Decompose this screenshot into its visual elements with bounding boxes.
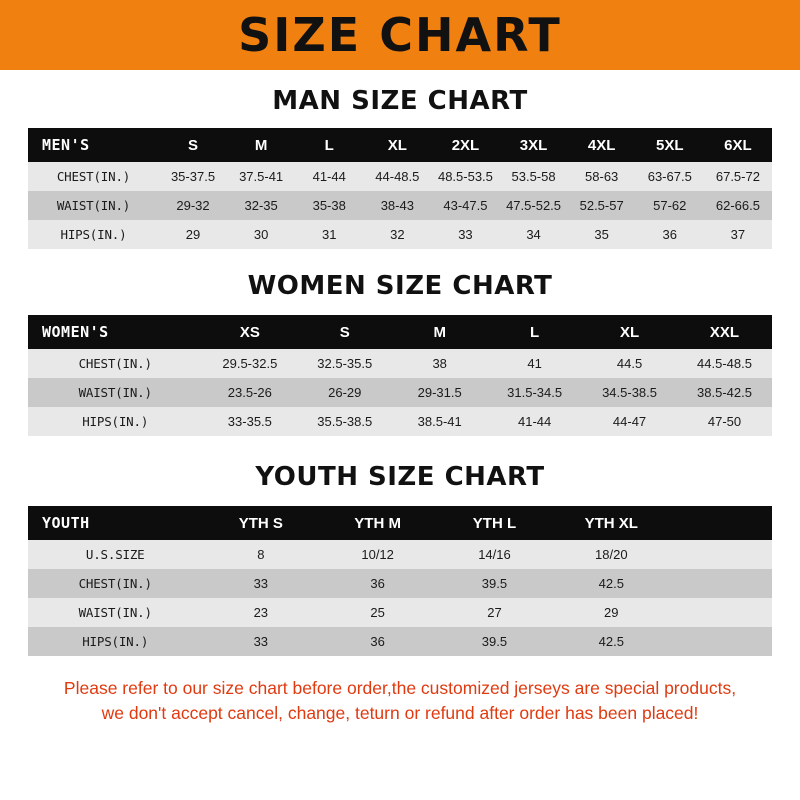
table-row xyxy=(28,349,772,378)
col-head-5 xyxy=(670,506,772,540)
cell: 52.5-57 xyxy=(568,191,636,220)
col-head-0: YOUTH xyxy=(28,506,202,540)
cell: 44-48.5 xyxy=(363,162,431,191)
cell: 39.5 xyxy=(436,627,553,656)
table-row xyxy=(28,191,772,220)
cell: 34.5-38.5 xyxy=(582,378,677,407)
cell: 39.5 xyxy=(436,569,553,598)
table-header-row xyxy=(28,315,772,349)
col-head-7: 4XL xyxy=(568,128,636,162)
col-head-1: S xyxy=(159,128,227,162)
row-label: WAIST(IN.) xyxy=(28,598,202,627)
table-row xyxy=(28,627,772,656)
cell: 35-38 xyxy=(295,191,363,220)
cell: 10/12 xyxy=(319,540,436,569)
col-head-9: 6XL xyxy=(704,128,772,162)
cell: 67.5-72 xyxy=(704,162,772,191)
col-head-6: 3XL xyxy=(500,128,568,162)
row-label: WAIST(IN.) xyxy=(28,378,202,407)
women-table-body xyxy=(28,349,772,436)
cell: 63-67.5 xyxy=(636,162,704,191)
cell: 38-43 xyxy=(363,191,431,220)
cell xyxy=(670,540,772,569)
table-row xyxy=(28,598,772,627)
col-head-2: M xyxy=(227,128,295,162)
cell: 29 xyxy=(553,598,670,627)
cell: 25 xyxy=(319,598,436,627)
cell: 29-31.5 xyxy=(392,378,487,407)
row-label: HIPS(IN.) xyxy=(28,407,202,436)
cell: 32 xyxy=(363,220,431,249)
cell: 41-44 xyxy=(487,407,582,436)
row-label: U.S.SIZE xyxy=(28,540,202,569)
table-row xyxy=(28,407,772,436)
cell: 44.5-48.5 xyxy=(677,349,772,378)
cell: 23.5-26 xyxy=(202,378,297,407)
col-head-1: YTH S xyxy=(202,506,319,540)
col-head-0: MEN'S xyxy=(28,128,159,162)
row-label: CHEST(IN.) xyxy=(28,569,202,598)
table-row xyxy=(28,569,772,598)
women-section-title: WOMEN SIZE CHART xyxy=(247,271,553,301)
cell: 33-35.5 xyxy=(202,407,297,436)
cell: 31 xyxy=(295,220,363,249)
cell: 37.5-41 xyxy=(227,162,295,191)
cell: 47.5-52.5 xyxy=(500,191,568,220)
row-label: CHEST(IN.) xyxy=(28,162,159,191)
table-row xyxy=(28,220,772,249)
youth-table-header xyxy=(28,506,772,540)
col-head-4: XL xyxy=(363,128,431,162)
cell: 57-62 xyxy=(636,191,704,220)
col-head-1: XS xyxy=(202,315,297,349)
col-head-3: L xyxy=(295,128,363,162)
cell: 53.5-58 xyxy=(500,162,568,191)
cell: 32-35 xyxy=(227,191,295,220)
table-header-row xyxy=(28,128,772,162)
cell: 48.5-53.5 xyxy=(431,162,499,191)
cell xyxy=(670,627,772,656)
youth-size-table xyxy=(28,506,772,656)
chart-content xyxy=(0,86,800,727)
cell: 37 xyxy=(704,220,772,249)
cell: 47-50 xyxy=(677,407,772,436)
col-head-6: XXL xyxy=(677,315,772,349)
cell: 43-47.5 xyxy=(431,191,499,220)
col-head-2: S xyxy=(297,315,392,349)
youth-section-title: YOUTH SIZE CHART xyxy=(255,462,545,492)
cell: 34 xyxy=(500,220,568,249)
col-head-2: YTH M xyxy=(319,506,436,540)
cell: 14/16 xyxy=(436,540,553,569)
table-row xyxy=(28,378,772,407)
table-row xyxy=(28,162,772,191)
cell: 38.5-41 xyxy=(392,407,487,436)
cell xyxy=(670,598,772,627)
cell: 33 xyxy=(202,569,319,598)
man-table-header xyxy=(28,128,772,162)
cell: 36 xyxy=(319,627,436,656)
cell: 41 xyxy=(487,349,582,378)
cell: 36 xyxy=(319,569,436,598)
cell: 26-29 xyxy=(297,378,392,407)
page-title: SIZE CHART xyxy=(238,8,562,62)
youth-table-body xyxy=(28,540,772,656)
col-head-3: YTH L xyxy=(436,506,553,540)
cell: 38 xyxy=(392,349,487,378)
women-size-table xyxy=(28,315,772,436)
col-head-4: L xyxy=(487,315,582,349)
women-table-header xyxy=(28,315,772,349)
col-head-0: WOMEN'S xyxy=(28,315,202,349)
cell: 33 xyxy=(431,220,499,249)
cell: 36 xyxy=(636,220,704,249)
footer-line-1: Please refer to our size chart before order,the customized jerseys are special products, xyxy=(63,678,737,698)
cell: 42.5 xyxy=(553,569,670,598)
man-table-body xyxy=(28,162,772,249)
cell: 44-47 xyxy=(582,407,677,436)
man-size-table xyxy=(28,128,772,249)
col-head-3: M xyxy=(392,315,487,349)
cell: 29 xyxy=(159,220,227,249)
header-banner xyxy=(0,0,800,70)
cell: 27 xyxy=(436,598,553,627)
cell: 58-63 xyxy=(568,162,636,191)
cell: 33 xyxy=(202,627,319,656)
cell: 38.5-42.5 xyxy=(677,378,772,407)
col-head-5: 2XL xyxy=(431,128,499,162)
table-row xyxy=(28,540,772,569)
cell: 23 xyxy=(202,598,319,627)
man-section-title: MAN SIZE CHART xyxy=(272,86,528,116)
row-label: WAIST(IN.) xyxy=(28,191,159,220)
cell: 44.5 xyxy=(582,349,677,378)
cell: 31.5-34.5 xyxy=(487,378,582,407)
cell: 35.5-38.5 xyxy=(297,407,392,436)
cell: 29.5-32.5 xyxy=(202,349,297,378)
cell: 29-32 xyxy=(159,191,227,220)
col-head-5: XL xyxy=(582,315,677,349)
cell: 62-66.5 xyxy=(704,191,772,220)
cell: 35-37.5 xyxy=(159,162,227,191)
footer-disclaimer xyxy=(28,676,772,727)
col-head-8: 5XL xyxy=(636,128,704,162)
footer-line-2: we don't accept cancel, change, teturn or refund after order has been placed! xyxy=(101,703,699,724)
cell: 8 xyxy=(202,540,319,569)
row-label: CHEST(IN.) xyxy=(28,349,202,378)
cell xyxy=(670,569,772,598)
table-header-row xyxy=(28,506,772,540)
cell: 32.5-35.5 xyxy=(297,349,392,378)
cell: 41-44 xyxy=(295,162,363,191)
row-label: HIPS(IN.) xyxy=(28,627,202,656)
cell: 35 xyxy=(568,220,636,249)
cell: 30 xyxy=(227,220,295,249)
cell: 18/20 xyxy=(553,540,670,569)
col-head-4: YTH XL xyxy=(553,506,670,540)
row-label: HIPS(IN.) xyxy=(28,220,159,249)
cell: 42.5 xyxy=(553,627,670,656)
